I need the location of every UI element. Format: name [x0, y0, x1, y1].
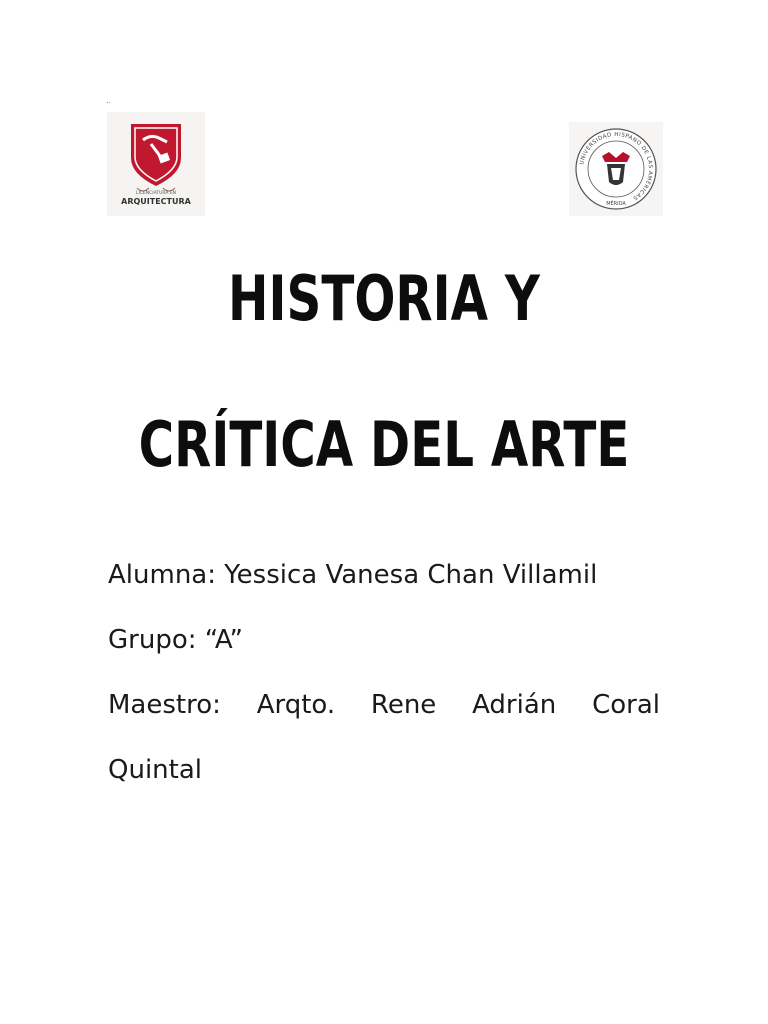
- university-seal-logo: [569, 122, 663, 216]
- teacher-word: Coral: [592, 690, 660, 720]
- university-seal-icon: [569, 122, 663, 216]
- teacher-word: Arqto.: [256, 690, 336, 720]
- licenciatura-arquitectura-logo: [107, 112, 205, 216]
- teacher-word: Adrián: [472, 690, 557, 720]
- header-dots: ..: [106, 96, 112, 105]
- teacher-line-continuation: Quintal: [108, 755, 202, 785]
- document-title-line-1: HISTORIA Y: [228, 262, 540, 335]
- architecture-shield-icon: [107, 112, 205, 216]
- group-label: Grupo: “A”: [108, 625, 243, 655]
- document-title-line-2: CRÍTICA DEL ARTE: [138, 408, 630, 481]
- student-name: Alumna: Yessica Vanesa Chan Villamil: [108, 560, 598, 590]
- teacher-word: Rene: [370, 690, 437, 720]
- logo-text: ARQUITECTURA: [121, 197, 191, 206]
- logo-small-text: LICENCIATURA EN: [135, 191, 177, 196]
- teacher-word: Maestro:: [108, 690, 221, 720]
- seal-ring-text: UNIVERSIDAD HISPANO DE LAS AMÉRICAS: [579, 131, 654, 201]
- seal-bottom-text: MÉRIDA: [606, 201, 626, 207]
- teacher-line: [108, 692, 660, 718]
